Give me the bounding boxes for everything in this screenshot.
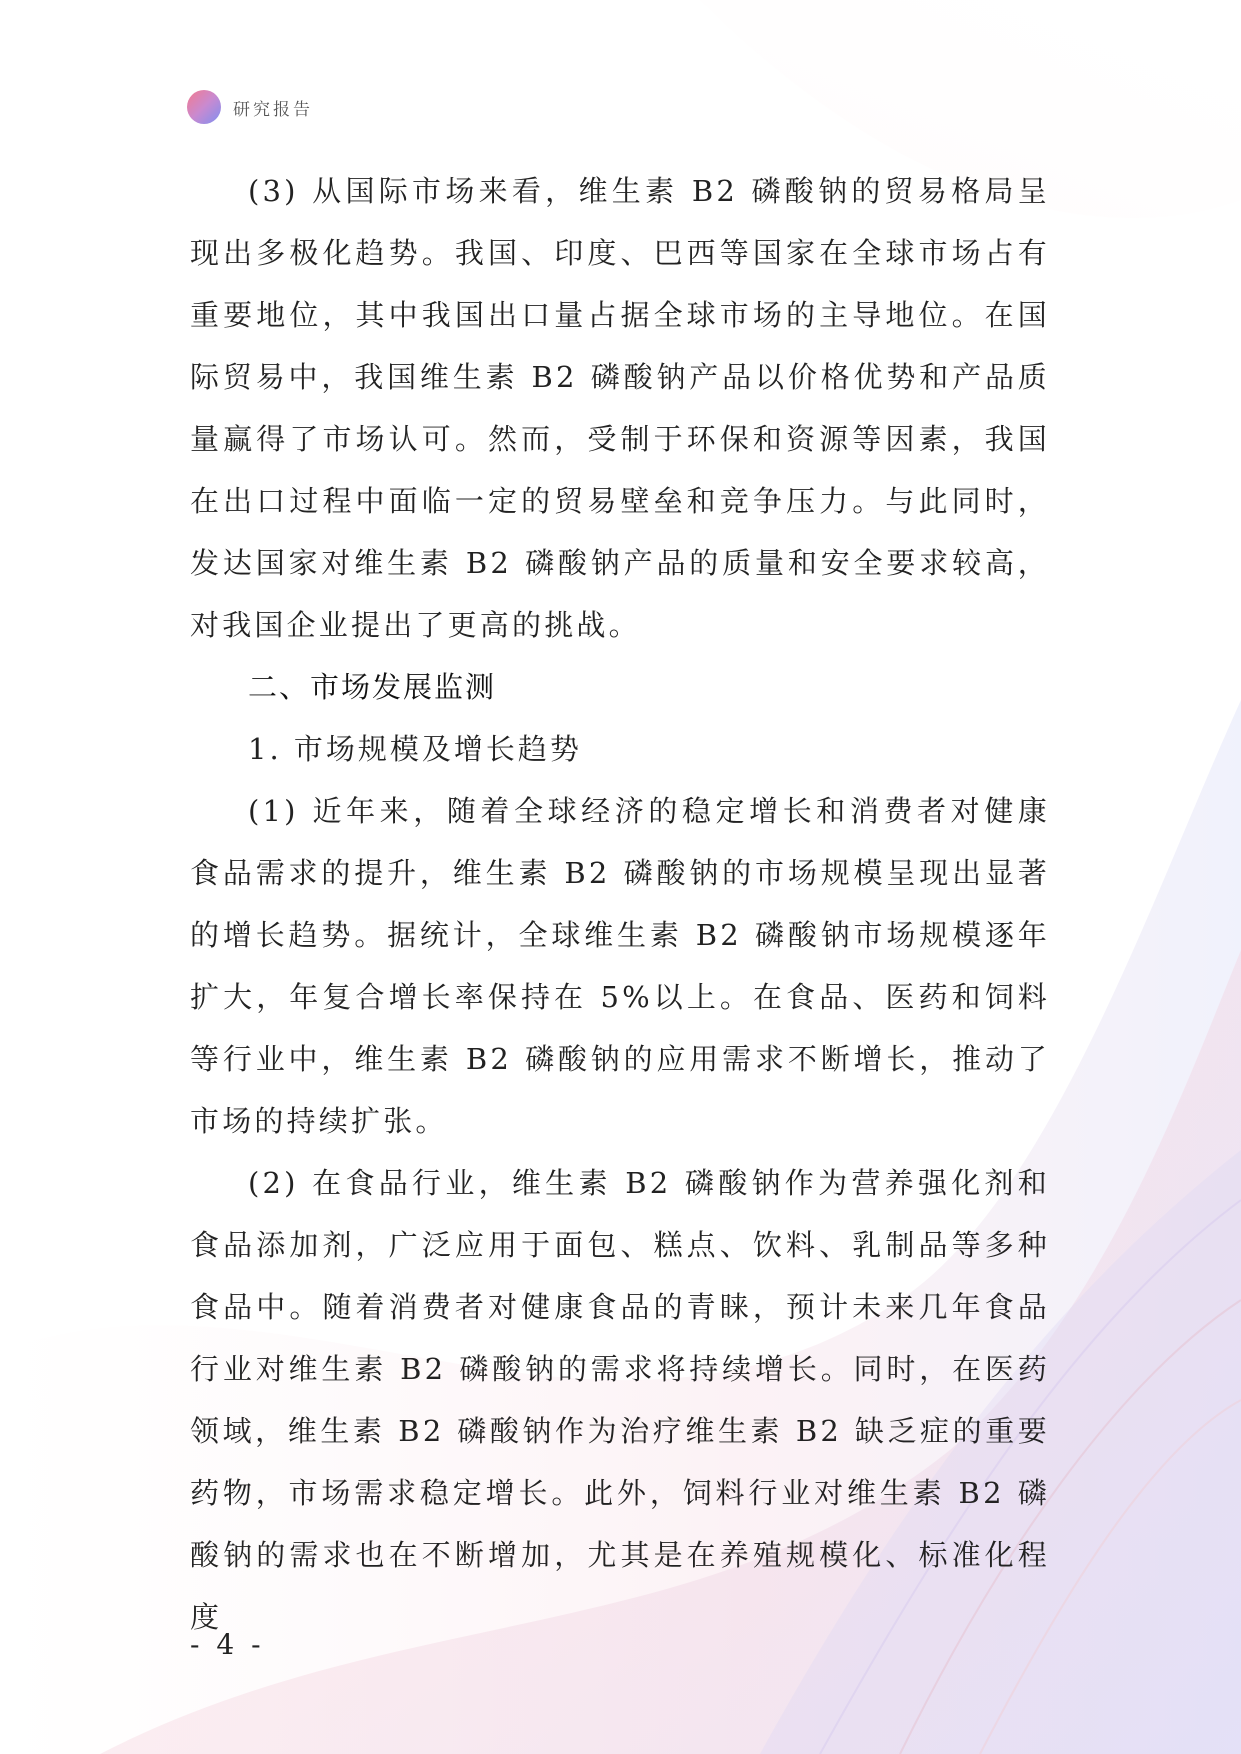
header-title: 研究报告 xyxy=(233,99,313,120)
sub-heading: 1. 市场规模及增长趋势 xyxy=(248,732,582,766)
section-heading: 二、市场发展监测 xyxy=(248,670,497,704)
paragraph-industry-demand: (2) 在食品行业，维生素 B2 磷酸钠作为营养强化剂和食品添加剂，广泛应用于面包、糕点、饮料、乳制品等多种食品中。随着消费者对健康食品的青睐，预计未来几年食品行业对维生素 B2 磷酸钠的需求将持续增长。同时，在医药领域，维生素 B2 磷酸钠作为治疗维生素 B2 缺乏症的重要药物，市场需求稳定增长。此外，饲料行业对维生素 B2 磷酸钠的需求也在不断增加，尤其是在养殖规模化、标准化程度 xyxy=(190,1166,1050,1634)
document-body xyxy=(190,160,1050,1648)
report-header xyxy=(187,90,313,124)
paragraph-market-size: (1) 近年来，随着全球经济的稳定增长和消费者对健康食品需求的提升，维生素 B2 磷酸钠的市场规模呈现出显著的增长趋势。据统计，全球维生素 B2 磷酸钠市场规模逐年扩大，年复合增长率保持在 5%以上。在食品、医药和饲料等行业中，维生素 B2 磷酸钠的应用需求不断增长，推动了市场的持续扩张。 xyxy=(190,794,1050,1138)
paragraph-international-market: (3) 从国际市场来看，维生素 B2 磷酸钠的贸易格局呈现出多极化趋势。我国、印度、巴西等国家在全球市场占有重要地位，其中我国出口量占据全球市场的主导地位。在国际贸易中，我国维生素 B2 磷酸钠产品以价格优势和产品质量赢得了市场认可。然而，受制于环保和资源等因素，我国在出口过程中面临一定的贸易壁垒和竞争压力。与此同时，发达国家对维生素 B2 磷酸钠产品的质量和安全要求较高，对我国企业提出了更高的挑战。 xyxy=(190,174,1050,642)
page-number: - 4 - xyxy=(190,1628,265,1661)
logo-circle-icon xyxy=(187,90,221,124)
